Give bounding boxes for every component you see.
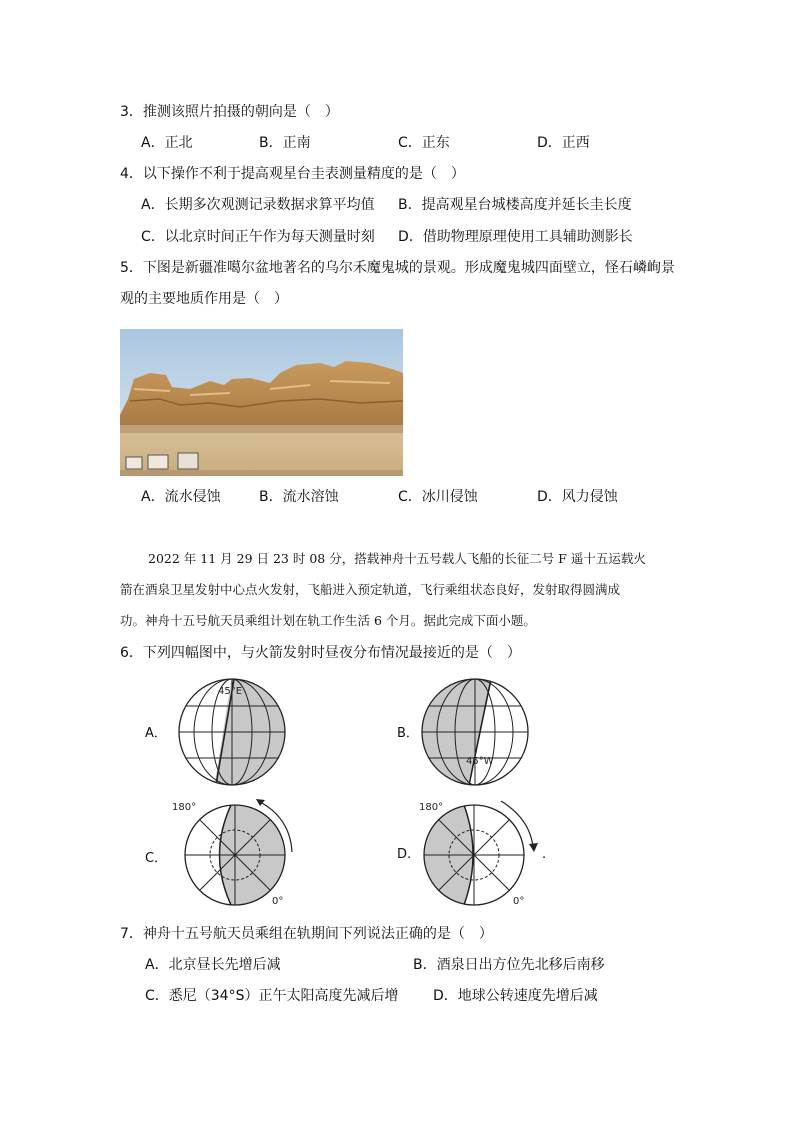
q6-label-d: D. bbox=[397, 847, 412, 862]
trailing-dot: . bbox=[542, 847, 547, 862]
q3-stem: 3．推测该照片拍摄的朝向是（ ） bbox=[120, 104, 339, 120]
globe-diagram-a bbox=[170, 676, 294, 786]
q7-option-b: B．酒泉日出方位先北移后南移 bbox=[413, 957, 605, 973]
polar-diagram-d bbox=[417, 796, 547, 908]
q3-option-a: A．正北 bbox=[141, 135, 193, 151]
q6-label-c: C． bbox=[145, 851, 168, 866]
q5-option-d: D．风力侵蚀 bbox=[537, 489, 618, 505]
q3-option-c: C．正东 bbox=[398, 135, 450, 151]
polar-d-bottom-label: 0° bbox=[513, 896, 525, 907]
q5-option-c: C．冰川侵蚀 bbox=[398, 489, 478, 505]
q3-option-d: D．正西 bbox=[537, 135, 590, 151]
q4-option-a: A．长期多次观测记录数据求算平均值 bbox=[141, 197, 375, 213]
q7-option-d: D．地球公转速度先增后减 bbox=[433, 988, 598, 1004]
q4-option-b: B．提高观星台城楼高度并延长圭长度 bbox=[398, 197, 632, 213]
q3-option-b: B．正南 bbox=[259, 135, 311, 151]
yadan-landform-photo bbox=[120, 329, 403, 476]
q6-label-a: A． bbox=[145, 726, 167, 741]
passage-line3: 功。神舟十五号航天员乘组计划在轨工作生活 6 个月。据此完成下面小题。 bbox=[120, 613, 536, 628]
q5-stem-line1: 5．下图是新疆准噶尔盆地著名的乌尔禾魔鬼城的景观。形成魔鬼城四面壁立，怪石嶙峋景 bbox=[120, 260, 675, 276]
globe-diagram-b bbox=[420, 676, 544, 786]
q7-option-c: C．悉尼（34°S）正午太阳高度先减后增 bbox=[145, 988, 399, 1004]
q7-option-a: A．北京昼长先增后减 bbox=[145, 957, 281, 973]
q5-stem-line2: 观的主要地质作用是（ ） bbox=[120, 291, 288, 307]
q4-option-c: C．以北京时间正午作为每天测量时刻 bbox=[141, 229, 375, 245]
passage-line1: 2022 年 11 月 29 日 23 时 08 分，搭载神舟十五号载人飞船的长征二号 F 遥十五运载火 bbox=[148, 551, 646, 566]
q5-option-a: A．流水侵蚀 bbox=[141, 489, 221, 505]
polar-c-top-label: 180° bbox=[172, 802, 197, 813]
q6-stem: 6．下列四幅图中，与火箭发射时昼夜分布情况最接近的是（ ） bbox=[120, 645, 521, 661]
q4-option-d: D．借助物理原理使用工具辅助测影长 bbox=[398, 229, 633, 245]
polar-c-bottom-label: 0° bbox=[272, 896, 284, 907]
q7-stem: 7．神舟十五号航天员乘组在轨期间下列说法正确的是（ ） bbox=[120, 926, 493, 942]
polar-diagram-c bbox=[168, 796, 298, 908]
globe-b-meridian-label: 45°W bbox=[466, 756, 494, 767]
globe-a-meridian-label: 45°E bbox=[218, 686, 243, 697]
q5-option-b: B．流水溶蚀 bbox=[259, 489, 339, 505]
q6-label-b: B． bbox=[397, 726, 419, 741]
q4-stem: 4．以下操作不利于提高观星台圭表测量精度的是（ ） bbox=[120, 166, 465, 182]
polar-d-top-label: 180° bbox=[419, 802, 444, 813]
passage-line2: 箭在酒泉卫星发射中心点火发射，飞船进入预定轨道，飞行乘组状态良好，发射取得圆满成 bbox=[120, 582, 621, 597]
